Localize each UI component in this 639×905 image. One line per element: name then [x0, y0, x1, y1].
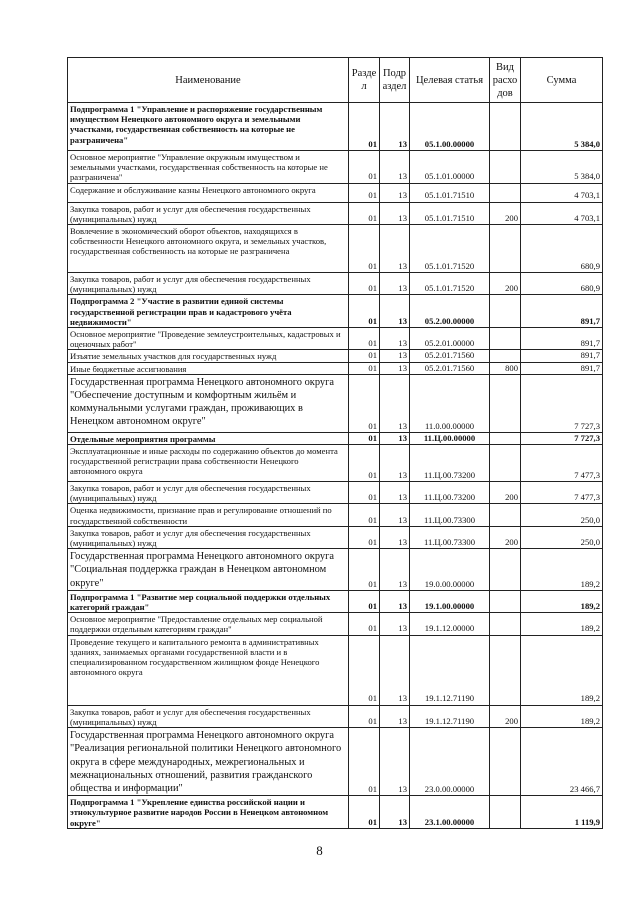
row-podrazdel: 13 — [380, 445, 410, 482]
row-vid — [490, 295, 521, 328]
row-summa: 7 727,3 — [521, 374, 603, 432]
table-row — [68, 728, 603, 796]
row-summa: 5 384,0 — [521, 151, 603, 184]
row-podrazdel: 13 — [380, 504, 410, 526]
row-celevaya: 05.2.00.00000 — [410, 295, 490, 328]
row-summa: 7 477,3 — [521, 445, 603, 482]
row-podrazdel: 13 — [380, 183, 410, 202]
col-podrazdel-header: Подр аздел — [380, 58, 410, 103]
table-row — [68, 374, 603, 432]
row-celevaya: 11.0.00.00000 — [410, 374, 490, 432]
row-podrazdel: 13 — [380, 796, 410, 829]
row-razdel: 01 — [349, 273, 380, 295]
row-razdel: 01 — [349, 202, 380, 224]
row-summa: 4 703,1 — [521, 202, 603, 224]
row-razdel: 01 — [349, 103, 380, 151]
row-summa: 891,7 — [521, 362, 603, 374]
row-vid: 800 — [490, 362, 521, 374]
row-summa: 189,2 — [521, 705, 603, 727]
col-celevaya-header: Целевая статья — [410, 58, 490, 103]
row-celevaya: 05.1.01.71510 — [410, 202, 490, 224]
table-row — [68, 482, 603, 504]
row-name: Закупка товаров, работ и услуг для обеспечения государственных (муниципальных) нужд — [68, 526, 349, 548]
table-row — [68, 590, 603, 612]
row-name: Закупка товаров, работ и услуг для обеспечения государственных (муниципальных) нужд — [68, 202, 349, 224]
row-name: Закупка товаров, работ и услуг для обеспечения государственных (муниципальных) нужд — [68, 273, 349, 295]
table-row — [68, 504, 603, 526]
row-celevaya: 05.1.01.71510 — [410, 183, 490, 202]
row-name: Основное мероприятие "Предоставление отдельных мер социальной поддержки отдельным категориям граждан" — [68, 613, 349, 635]
row-vid — [490, 432, 521, 444]
row-celevaya: 05.2.01.71560 — [410, 362, 490, 374]
row-summa: 250,0 — [521, 526, 603, 548]
row-summa: 189,2 — [521, 635, 603, 705]
row-name: Основное мероприятие "Проведение землеустроительных, кадастровых и оценочных работ" — [68, 328, 349, 350]
table-row — [68, 328, 603, 350]
table-row — [68, 202, 603, 224]
row-podrazdel: 13 — [380, 728, 410, 796]
table-row — [68, 350, 603, 362]
row-vid — [490, 728, 521, 796]
row-razdel: 01 — [349, 613, 380, 635]
table-row — [68, 796, 603, 829]
row-vid: 200 — [490, 526, 521, 548]
row-razdel: 01 — [349, 796, 380, 829]
row-summa: 4 703,1 — [521, 183, 603, 202]
table-row — [68, 445, 603, 482]
row-summa: 189,2 — [521, 613, 603, 635]
row-vid — [490, 225, 521, 273]
row-podrazdel: 13 — [380, 328, 410, 350]
row-razdel: 01 — [349, 549, 380, 591]
row-razdel: 01 — [349, 635, 380, 705]
row-podrazdel: 13 — [380, 705, 410, 727]
row-vid — [490, 374, 521, 432]
row-name: Государственная программа Ненецкого автономного округа "Обеспечение доступным и комфортным жильём и коммунальными услугами граждан, проживающих в Ненецком автономном округе" — [68, 374, 349, 432]
row-summa: 891,7 — [521, 295, 603, 328]
row-podrazdel: 13 — [380, 526, 410, 548]
row-summa: 891,7 — [521, 328, 603, 350]
row-vid — [490, 445, 521, 482]
row-name: Вовлечение в экономический оборот объектов, находящихся в собственности Ненецкого автономного округа, и земельных участков, государственная собственность на которые не разграничена — [68, 225, 349, 273]
row-celevaya: 05.2.01.00000 — [410, 328, 490, 350]
row-razdel: 01 — [349, 482, 380, 504]
row-summa: 5 384,0 — [521, 103, 603, 151]
row-celevaya: 19.0.00.00000 — [410, 549, 490, 591]
row-celevaya: 11.Ц.00.73200 — [410, 445, 490, 482]
row-celevaya: 19.1.00.00000 — [410, 590, 490, 612]
row-razdel: 01 — [349, 504, 380, 526]
row-celevaya: 11.Ц.00.73300 — [410, 504, 490, 526]
row-podrazdel: 13 — [380, 350, 410, 362]
row-summa: 891,7 — [521, 350, 603, 362]
table-body — [68, 103, 603, 829]
row-podrazdel: 13 — [380, 273, 410, 295]
row-celevaya: 05.2.01.71560 — [410, 350, 490, 362]
row-name: Изъятие земельных участков для государственных нужд — [68, 350, 349, 362]
row-vid: 200 — [490, 202, 521, 224]
row-podrazdel: 13 — [380, 151, 410, 184]
row-name: Основное мероприятие "Управление окружным имуществом и земельными участками, государственная собственность на которые не разграничена" — [68, 151, 349, 184]
row-razdel: 01 — [349, 328, 380, 350]
row-razdel: 01 — [349, 183, 380, 202]
row-razdel: 01 — [349, 151, 380, 184]
row-summa: 680,9 — [521, 225, 603, 273]
row-name: Содержание и обслуживание казны Ненецкого автономного округа — [68, 183, 349, 202]
row-podrazdel: 13 — [380, 225, 410, 273]
row-podrazdel: 13 — [380, 613, 410, 635]
row-summa: 680,9 — [521, 273, 603, 295]
budget-table — [67, 57, 603, 829]
table-row — [68, 613, 603, 635]
row-name: Эксплуатационные и иные расходы по содержанию объектов до момента государственной регистрации права собственности Ненецкого автономного округа — [68, 445, 349, 482]
row-celevaya: 11.Ц.00.00000 — [410, 432, 490, 444]
table-row — [68, 295, 603, 328]
row-podrazdel: 13 — [380, 362, 410, 374]
row-celevaya: 19.1.12.71190 — [410, 635, 490, 705]
col-name-header: Наименование — [68, 58, 349, 103]
row-vid: 200 — [490, 482, 521, 504]
row-celevaya: 05.1.01.71520 — [410, 225, 490, 273]
row-name: Подпрограмма 2 "Участие в развитии единой системы государственной регистрации прав и кадастрового учёта недвижимости" — [68, 295, 349, 328]
row-celevaya: 05.1.01.00000 — [410, 151, 490, 184]
col-vid-header: Вид расхо дов — [490, 58, 521, 103]
row-summa: 7 727,3 — [521, 432, 603, 444]
row-vid — [490, 613, 521, 635]
row-razdel: 01 — [349, 225, 380, 273]
row-vid: 200 — [490, 705, 521, 727]
row-razdel: 01 — [349, 362, 380, 374]
col-razdel-header: Разде л — [349, 58, 380, 103]
table-row — [68, 151, 603, 184]
row-vid — [490, 549, 521, 591]
col-summa-header: Сумма — [521, 58, 603, 103]
row-name: Подпрограмма 1 "Развитие мер социальной поддержки отдельных категорий граждан" — [68, 590, 349, 612]
row-summa: 189,2 — [521, 590, 603, 612]
row-razdel: 01 — [349, 705, 380, 727]
row-razdel: 01 — [349, 350, 380, 362]
table-header — [68, 58, 603, 103]
row-vid: 200 — [490, 273, 521, 295]
table-row — [68, 635, 603, 705]
row-podrazdel: 13 — [380, 432, 410, 444]
row-name: Иные бюджетные ассигнования — [68, 362, 349, 374]
row-razdel: 01 — [349, 374, 380, 432]
row-podrazdel: 13 — [380, 295, 410, 328]
row-summa: 23 466,7 — [521, 728, 603, 796]
row-name: Подпрограмма 1 "Управление и распоряжение государственным имуществом Ненецкого автономного округа и земельными участками, государственная собственность на которые не разграничена" — [68, 103, 349, 151]
row-razdel: 01 — [349, 526, 380, 548]
row-celevaya: 11.Ц.00.73200 — [410, 482, 490, 504]
row-name: Отдельные мероприятия программы — [68, 432, 349, 444]
table-row — [68, 273, 603, 295]
row-celevaya: 19.1.12.00000 — [410, 613, 490, 635]
row-vid — [490, 796, 521, 829]
table-row — [68, 705, 603, 727]
row-razdel: 01 — [349, 728, 380, 796]
row-summa: 189,2 — [521, 549, 603, 591]
row-podrazdel: 13 — [380, 635, 410, 705]
row-razdel: 01 — [349, 432, 380, 444]
row-podrazdel: 13 — [380, 482, 410, 504]
row-celevaya: 11.Ц.00.73300 — [410, 526, 490, 548]
row-name: Государственная программа Ненецкого автономного округа "Реализация региональной политики Ненецкого автономного округа в сфере международных, межрегиональных и межнациональных отношений, развития гражданского общества и информации" — [68, 728, 349, 796]
table-row — [68, 183, 603, 202]
row-vid — [490, 350, 521, 362]
row-summa: 1 119,9 — [521, 796, 603, 829]
row-podrazdel: 13 — [380, 549, 410, 591]
row-razdel: 01 — [349, 590, 380, 612]
table-row — [68, 432, 603, 444]
row-summa: 7 477,3 — [521, 482, 603, 504]
row-vid — [490, 183, 521, 202]
row-vid — [490, 504, 521, 526]
table-row — [68, 362, 603, 374]
row-name: Подпрограмма 1 "Укрепление единства российской нации и этнокультурное развитие народов России в Ненецком автономном округе" — [68, 796, 349, 829]
row-vid — [490, 590, 521, 612]
table-row — [68, 526, 603, 548]
row-vid — [490, 328, 521, 350]
table-row — [68, 225, 603, 273]
row-razdel: 01 — [349, 295, 380, 328]
row-vid — [490, 103, 521, 151]
row-razdel: 01 — [349, 445, 380, 482]
row-celevaya: 23.1.00.00000 — [410, 796, 490, 829]
row-podrazdel: 13 — [380, 374, 410, 432]
row-name: Оценка недвижимости, признание прав и регулирование отношений по государственной собственности — [68, 504, 349, 526]
row-celevaya: 23.0.00.00000 — [410, 728, 490, 796]
row-celevaya: 19.1.12.71190 — [410, 705, 490, 727]
row-vid — [490, 151, 521, 184]
row-name: Проведение текущего и капитального ремонта в административных зданиях, занимаемых органами государственной власти и в специализированном государственном жилищном фонде Ненецкого автономного округа — [68, 635, 349, 705]
row-podrazdel: 13 — [380, 103, 410, 151]
row-name: Закупка товаров, работ и услуг для обеспечения государственных (муниципальных) нужд — [68, 705, 349, 727]
row-celevaya: 05.1.01.71520 — [410, 273, 490, 295]
row-summa: 250,0 — [521, 504, 603, 526]
row-name: Государственная программа Ненецкого автономного округа "Социальная поддержка граждан в Ненецком автономном округе" — [68, 549, 349, 591]
row-podrazdel: 13 — [380, 590, 410, 612]
row-celevaya: 05.1.00.00000 — [410, 103, 490, 151]
page-number: 8 — [316, 843, 323, 858]
row-name: Закупка товаров, работ и услуг для обеспечения государственных (муниципальных) нужд — [68, 482, 349, 504]
row-podrazdel: 13 — [380, 202, 410, 224]
table-row — [68, 103, 603, 151]
table-row — [68, 549, 603, 591]
row-vid — [490, 635, 521, 705]
